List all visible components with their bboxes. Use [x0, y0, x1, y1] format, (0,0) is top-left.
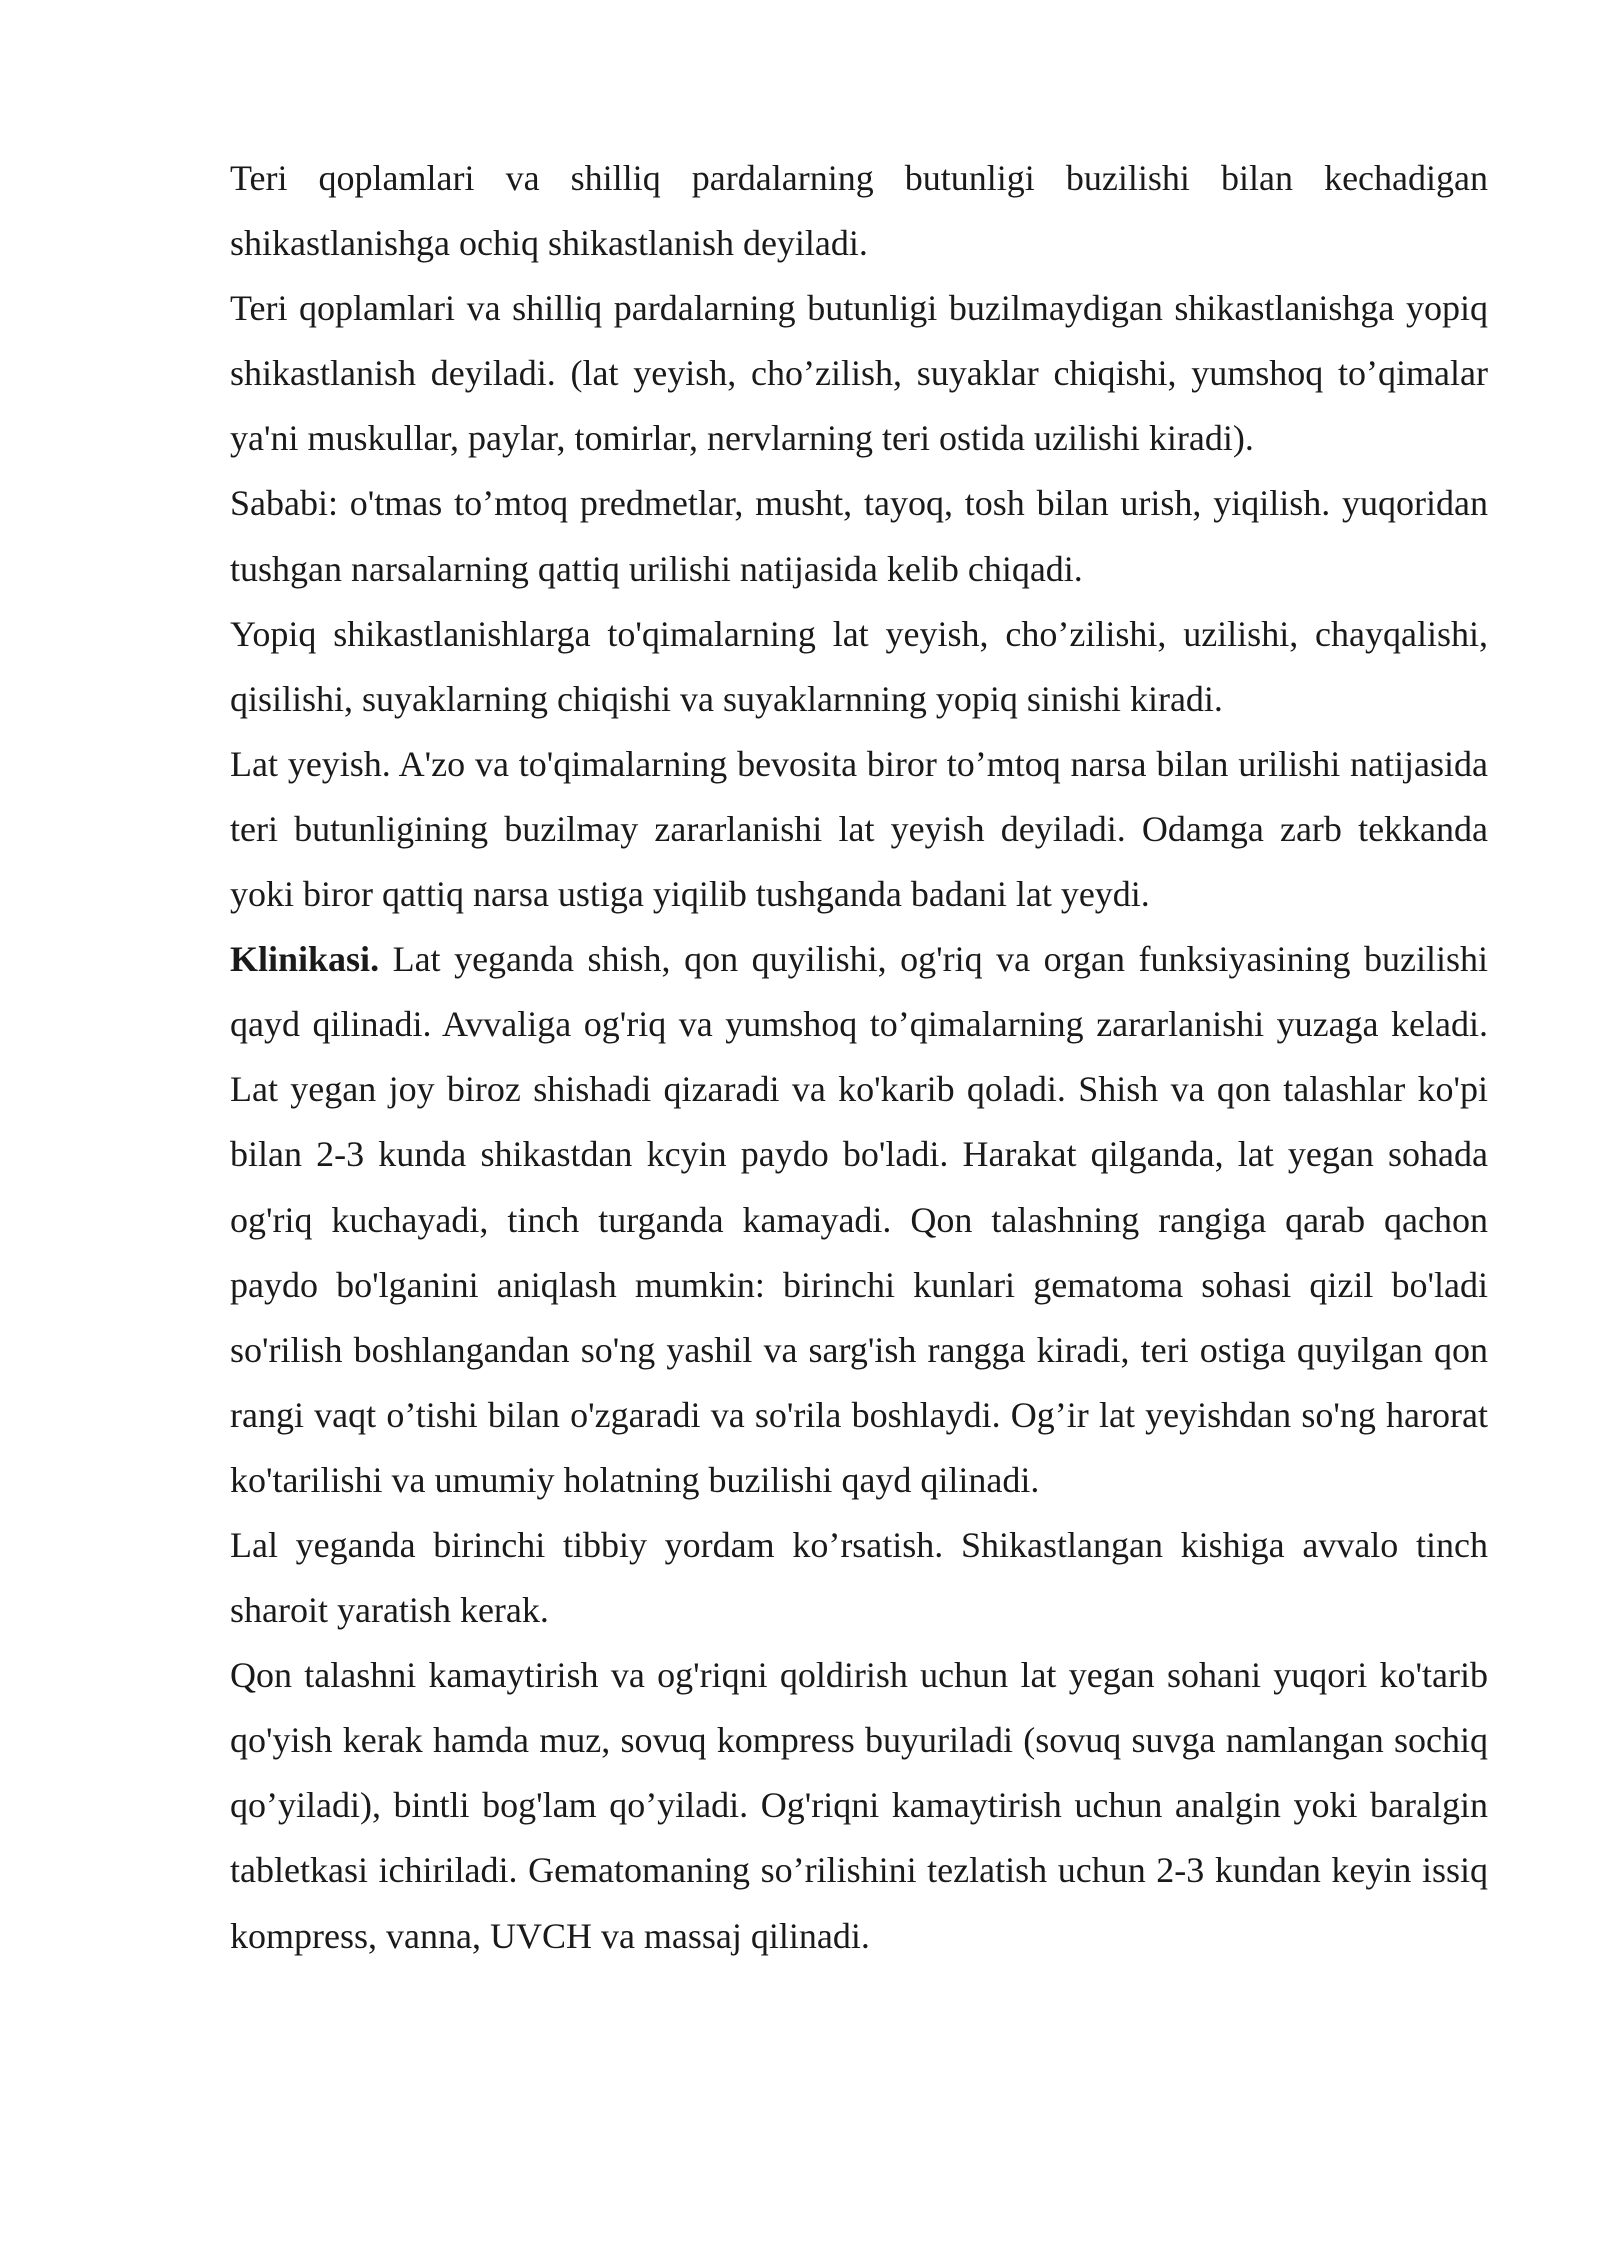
clinical-heading: Klinikasi.: [230, 939, 380, 980]
clinical-text: Lat yeganda shish, qon quyilishi, og'riq va organ funksiyasining buzilishi qayd qilinadi. Avvaliga og'riq va yumshoq to’qimalarning zararlanishi yuzaga keladi. Lat yegan joy biroz shishadi qizaradi va ko'karib qoladi. Shish va qon talashlar ko'pi bilan 2-3 kunda shikastdan kcyin paydo bo'ladi. Harakat qilganda, lat yegan sohada og'riq kuchayadi, tinch turganda kamayadi. Qon talashning rangiga qarab qachon paydo bo'lganini aniqlash mumkin: birinchi kunlari gematoma sohasi qizil bo'ladi so'rilish boshlangandan so'ng yashil va sarg'ish rangga kiradi, teri ostiga quyilgan qon rangi vaqt o’tishi bilan o'zgaradi va so'rila boshlaydi. Og’ir lat yeyishdan so'ng harorat ko'tarilishi va umumiy holatning buzilishi qayd qilinadi.: [230, 939, 1488, 1500]
paragraph-open-injury: Teri qoplamlari va shilliq pardalarning butunligi buzilishi bilan kechadigan shikastlanishga ochiq shikastlanish deyiladi.: [230, 158, 1488, 264]
paragraph-cause: Sababi: o'tmas to’mtoq predmetlar, musht, tayoq, tosh bilan urish, yiqilish. yuqoridan tushgan narsalarning qattiq urilishi natijasida kelib chiqadi.: [230, 483, 1488, 589]
document-page: [230, 146, 1488, 1969]
paragraph-clinical-signs: [230, 927, 1488, 1513]
paragraph-treatment: Qon talashni kamaytirish va og'riqni qoldirish uchun lat yegan sohani yuqori ko'tarib qo'yish kerak hamda muz, sovuq kompress buyuriladi (sovuq suvga namlangan sochiq qo’yiladi), bintli bog'lam qo’yiladi. Og'riqni kamaytirish uchun analgin yoki baralgin tabletkasi ichiriladi. Gematomaning so’rilishini tezlatish uchun 2-3 kundan keyin issiq kompress, vanna, UVCH va massaj qilinadi.: [230, 1655, 1488, 1956]
paragraph-first-aid: Lal yeganda birinchi tibbiy yordam ko’rsatish. Shikastlangan kishiga avvalo tinch sharoit yaratish kerak.: [230, 1524, 1488, 1631]
paragraph-bruise-definition: Lat yeyish. A'zo va to'qimalarning bevosita biror to’mtoq narsa bilan urilishi natijasida teri butunligining buzilmay zararlanishi lat yeyish deyiladi. Odamga zarb tekkanda yoki biror qattiq narsa ustiga yiqilib tushganda badani lat yeydi.: [230, 743, 1488, 915]
paragraph-closed-injury-types: Yopiq shikastlanishlarga to'qimalarning lat yeyish, cho’zilishi, uzilishi, chayqalishi, qisilishi, suyaklarning chiqishi va suyaklarnning yopiq sinishi kiradi.: [230, 613, 1488, 719]
paragraph-closed-injury: Teri qoplamlari va shilliq pardalarning butunligi buzilmaydigan shikastlanishga yopiq shikastlanish deyiladi. (lat yeyish, cho’zilish, suyaklar chiqishi, yumshoq to’qimalar ya'ni muskullar, paylar, tomirlar, nervlarning teri ostida uzilishi kiradi).: [230, 288, 1488, 459]
